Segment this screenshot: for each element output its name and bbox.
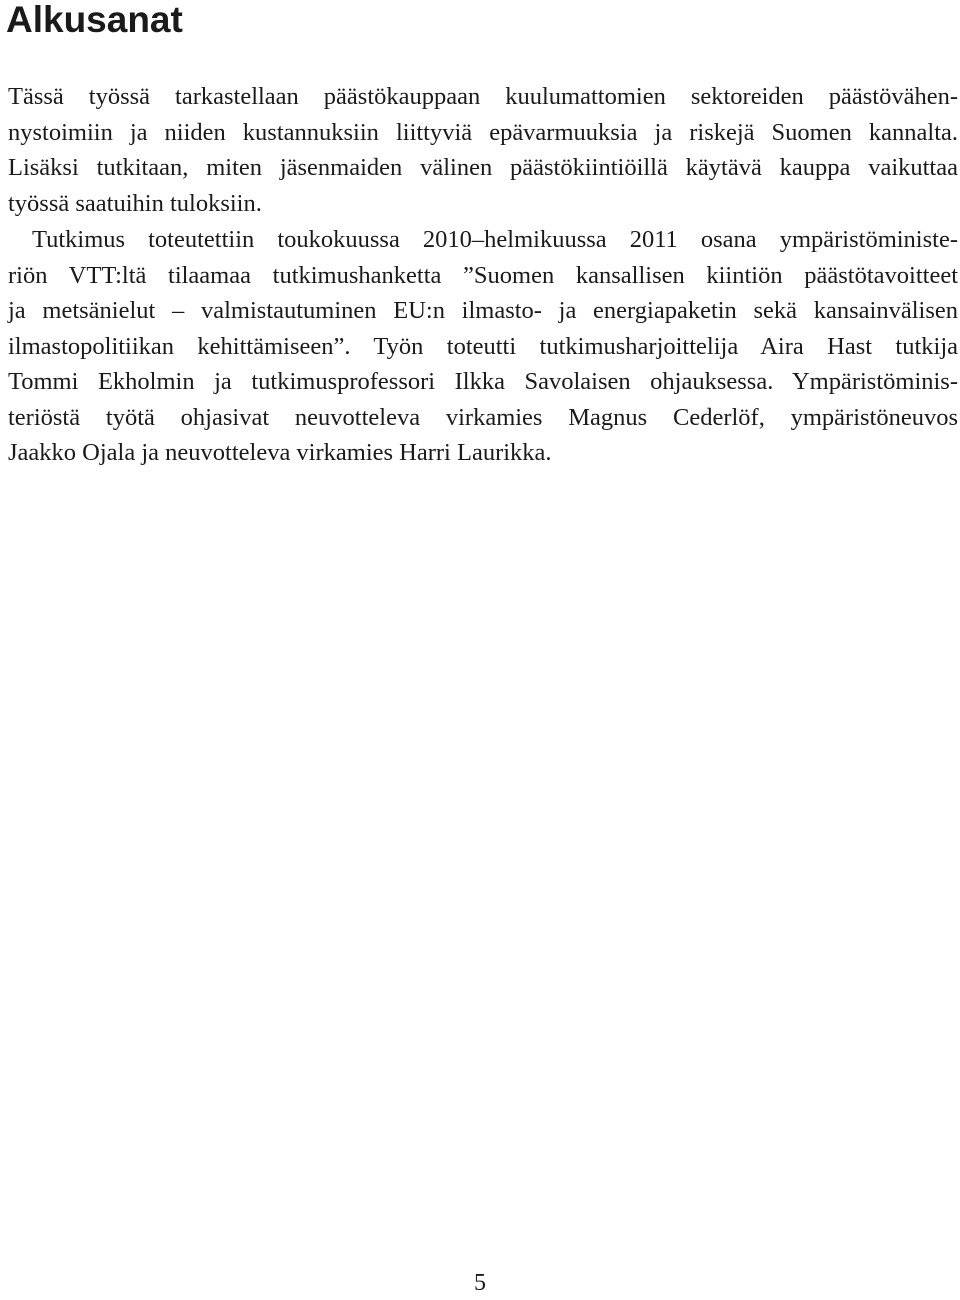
paragraph-2-line: ilmastopolitiikan kehittämiseen”. Työn toteutti tutkimusharjoittelija Aira Hast tutkija: [8, 332, 958, 360]
paragraph-2-line: Tutkimus toteutettiin toukokuussa 2010–helmikuussa 2011 osana ympäristöministe-: [32, 226, 958, 253]
paragraph-2: [8, 222, 958, 471]
paragraph-1: [8, 79, 958, 221]
paragraph-2-line: teriöstä työtä ohjasivat neuvotteleva virkamies Magnus Cederlöf, ympäristöneuvos: [8, 403, 958, 431]
page-title: Alkusanat: [6, 0, 183, 40]
paragraph-1-line: nystoimiin ja niiden kustannuksiin liittyviä epävarmuuksia ja riskejä Suomen kannalta.: [8, 118, 958, 146]
page-number: 5: [474, 1270, 486, 1296]
paragraph-2-line: Tommi Ekholmin ja tutkimusprofessori Ilkka Savolaisen ohjauksessa. Ympäristöminis-: [8, 368, 958, 395]
paragraph-2-line: riön VTT:ltä tilaamaa tutkimushanketta ”Suomen kansallisen kiintiön päästötavoitteet: [8, 261, 958, 289]
paragraph-1-line: työssä saatuihin tuloksiin.: [8, 189, 262, 217]
paragraph-2-line: Jaakko Ojala ja neuvotteleva virkamies Harri Laurikka.: [8, 439, 552, 466]
paragraph-1-line: Tässä työssä tarkastellaan päästökauppaan kuulumattomien sektoreiden päästövähen-: [8, 83, 958, 110]
paragraph-1-line: Lisäksi tutkitaan, miten jäsenmaiden välinen päästökiintiöillä käytävä kauppa vaikuttaa: [8, 154, 958, 181]
paragraph-2-line: ja metsänielut – valmistautuminen EU:n ilmasto- ja energiapaketin sekä kansainvälisen: [8, 297, 958, 324]
